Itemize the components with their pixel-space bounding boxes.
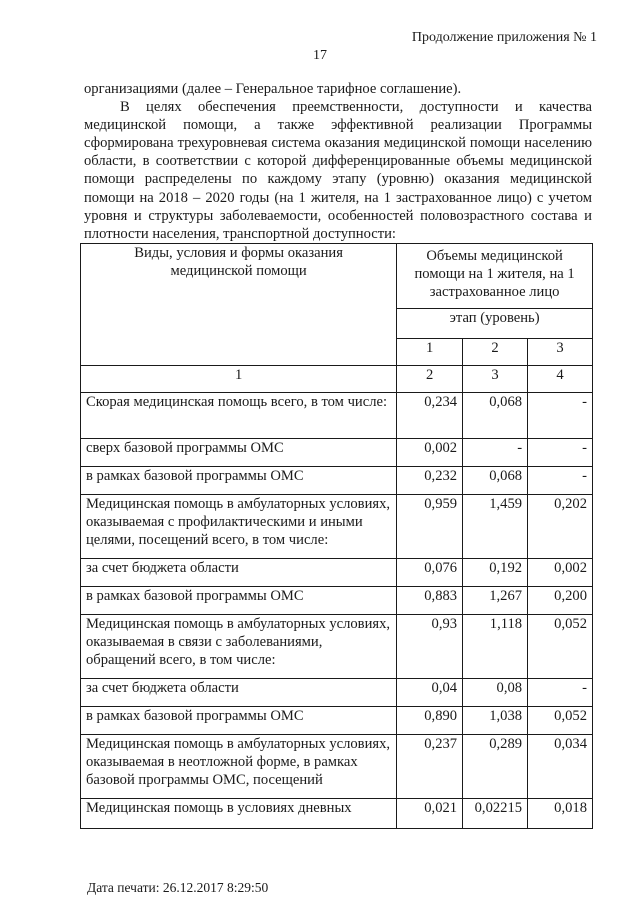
intro-line: организациями (далее – Генеральное тарифное соглашение). xyxy=(84,81,462,97)
value-stage-1: 0,237 xyxy=(397,735,463,799)
table-row xyxy=(81,467,593,495)
value-stage-3: - xyxy=(528,467,593,495)
row-label: в рамках базовой программы ОМС xyxy=(81,467,397,495)
column-number: 4 xyxy=(528,366,593,393)
table-row xyxy=(81,495,593,559)
value-stage-1: 0,021 xyxy=(397,799,463,829)
row-label: Медицинская помощь в амбулаторных условиях, оказываемая с профилактическими и иными целями, посещений всего, в том числе: xyxy=(81,495,397,559)
value-stage-1: 0,002 xyxy=(397,439,463,467)
table-row xyxy=(81,679,593,707)
value-stage-3: 0,202 xyxy=(528,495,593,559)
value-stage-3: 0,002 xyxy=(528,559,593,587)
value-stage-2: 1,459 xyxy=(463,495,528,559)
value-stage-1: 0,93 xyxy=(397,615,463,679)
intro-paragraph: В целях обеспечения преемственности, доступности и качества медицинской помощи, а также эффективной реализации Программы сформирована трехуровневая система оказания медицинской помощи населению области, в соответствии с которой дифференцированные объемы медицинской помощи распределены по каждому этапу (уровню) оказания медицинской помощи на 2018 – 2020 годы (на 1 жителя, на 1 застрахованное лицо) с учетом уровня и структуры заболеваемости, особенностей половозрастного состава и плотности населения, транспортной доступности: xyxy=(84,99,592,242)
volumes-table xyxy=(80,243,593,829)
stage-number: 2 xyxy=(463,339,528,366)
value-stage-2: 0,02215 xyxy=(463,799,528,829)
row-label: сверх базовой программы ОМС xyxy=(81,439,397,467)
row-label: в рамках базовой программы ОМС xyxy=(81,587,397,615)
value-stage-2: 0,068 xyxy=(463,467,528,495)
value-stage-1: 0,232 xyxy=(397,467,463,495)
value-stage-2: 0,08 xyxy=(463,679,528,707)
value-stage-1: 0,076 xyxy=(397,559,463,587)
value-stage-3: 0,018 xyxy=(528,799,593,829)
col-header-types: Виды, условия и формы оказания медицинской помощи xyxy=(81,244,397,366)
value-stage-1: 0,890 xyxy=(397,707,463,735)
value-stage-3: - xyxy=(528,393,593,439)
row-label: Медицинская помощь в амбулаторных условиях, оказываемая в неотложной форме, в рамках базовой программы ОМС, посещений xyxy=(81,735,397,799)
value-stage-3: 0,200 xyxy=(528,587,593,615)
value-stage-3: - xyxy=(528,679,593,707)
row-label: Медицинская помощь в условиях дневных xyxy=(81,799,397,829)
col-header-stage: этап (уровень) xyxy=(397,309,593,339)
value-stage-2: 0,289 xyxy=(463,735,528,799)
table-row xyxy=(81,615,593,679)
header-row-group xyxy=(81,244,593,309)
value-stage-1: 0,04 xyxy=(397,679,463,707)
page-number: 17 xyxy=(313,48,327,63)
value-stage-2: 0,192 xyxy=(463,559,528,587)
value-stage-2: - xyxy=(463,439,528,467)
col-header-volumes: Объемы медицинской помощи на 1 жителя, на 1 застрахованное лицо xyxy=(397,244,593,309)
continuation-header: Продолжение приложения № 1 xyxy=(411,30,597,45)
print-date: Дата печати: 26.12.2017 8:29:50 xyxy=(87,880,269,895)
table-row xyxy=(81,439,593,467)
value-stage-2: 1,118 xyxy=(463,615,528,679)
column-number: 3 xyxy=(463,366,528,393)
value-stage-3: 0,052 xyxy=(528,615,593,679)
row-label: Скорая медицинская помощь всего, в том числе: xyxy=(81,393,397,439)
value-stage-3: 0,052 xyxy=(528,707,593,735)
table-row xyxy=(81,559,593,587)
column-number-row xyxy=(81,366,593,393)
table-row xyxy=(81,735,593,799)
value-stage-2: 1,038 xyxy=(463,707,528,735)
table-row xyxy=(81,393,593,439)
value-stage-1: 0,959 xyxy=(397,495,463,559)
column-number: 1 xyxy=(81,366,397,393)
row-label: за счет бюджета области xyxy=(81,559,397,587)
stage-number: 3 xyxy=(528,339,593,366)
value-stage-3: 0,034 xyxy=(528,735,593,799)
row-label: Медицинская помощь в амбулаторных условиях, оказываемая в связи с заболеваниями, обращений всего, в том числе: xyxy=(81,615,397,679)
table-row xyxy=(81,799,593,829)
table-row xyxy=(81,587,593,615)
row-label: в рамках базовой программы ОМС xyxy=(81,707,397,735)
row-label: за счет бюджета области xyxy=(81,679,397,707)
stage-number: 1 xyxy=(397,339,463,366)
column-number: 2 xyxy=(397,366,463,393)
value-stage-3: - xyxy=(528,439,593,467)
intro-text xyxy=(84,80,592,243)
value-stage-2: 1,267 xyxy=(463,587,528,615)
table-row xyxy=(81,707,593,735)
value-stage-1: 0,234 xyxy=(397,393,463,439)
value-stage-2: 0,068 xyxy=(463,393,528,439)
value-stage-1: 0,883 xyxy=(397,587,463,615)
